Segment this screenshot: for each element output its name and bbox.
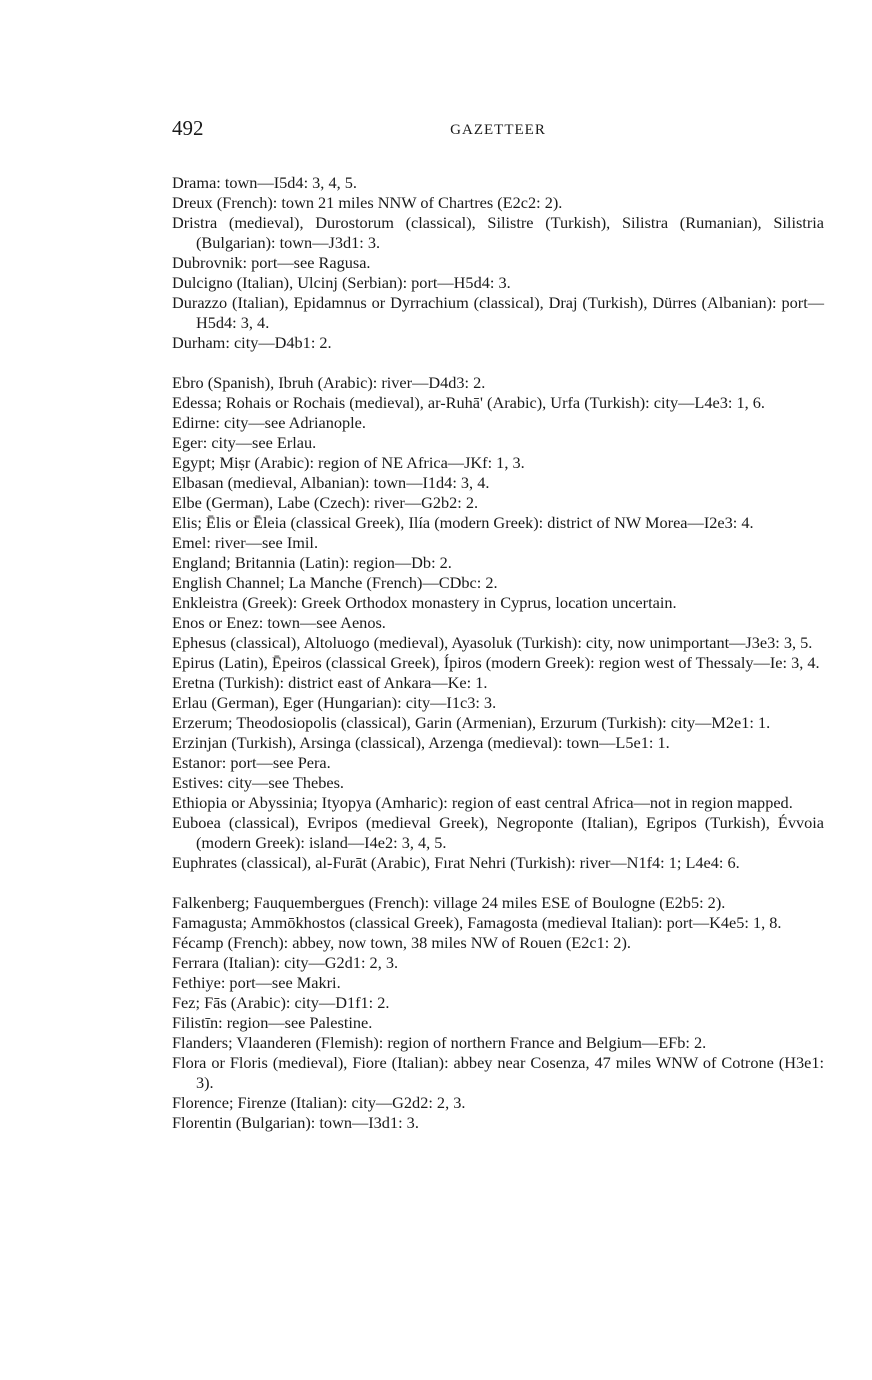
entry-durazzo: Durazzo (Italian), Epidamnus or Dyrrachium (classical), Draj (Turkish), Dürres (Albanian): port—H5d4: 3, 4. <box>172 293 824 332</box>
entry-emel: Emel: river—see Imil. <box>172 533 319 552</box>
entry-fez: Fez; Fās (Arabic): city—D1f1: 2. <box>172 993 390 1012</box>
section-d <box>172 173 824 353</box>
entry-drama: Drama: town—I5d4: 3, 4, 5. <box>172 173 357 192</box>
page-number: 492 <box>172 116 204 140</box>
entry-famagusta: Famagusta; Ammōkhostos (classical Greek), Famagosta (medieval Italian): port—K4e5: 1, 8. <box>172 913 782 932</box>
page-header <box>172 116 824 146</box>
gazetteer-entries <box>172 173 824 1133</box>
entry-flora: Flora or Floris (medieval), Fiore (Italian): abbey near Cosenza, 47 miles WNW of Cotrone (H3e1: 3). <box>172 1053 824 1092</box>
entry-elbe: Elbe (German), Labe (Czech): river—G2b2: 2. <box>172 493 479 512</box>
entry-ephesus: Ephesus (classical), Altoluogo (medieval), Ayasoluk (Turkish): city, now unimportant—J3e3: 3, 5. <box>172 633 813 652</box>
entry-england: England; Britannia (Latin): region—Db: 2. <box>172 553 452 572</box>
entry-filistin: Filistīn: region—see Palestine. <box>172 1013 373 1032</box>
entry-flanders: Flanders; Vlaanderen (Flemish): region of northern France and Belgium—EFb: 2. <box>172 1033 707 1052</box>
entry-dreux: Dreux (French): town 21 miles NNW of Chartres (E2c2: 2). <box>172 193 563 212</box>
entry-egypt: Egypt; Miṣr (Arabic): region of NE Africa—JKf: 1, 3. <box>172 453 525 472</box>
entry-erzinjan: Erzinjan (Turkish), Arsinga (classical), Arzenga (medieval): town—L5e1: 1. <box>172 733 670 752</box>
entry-estanor: Estanor: port—see Pera. <box>172 753 331 772</box>
section-f <box>172 893 824 1133</box>
entry-elbasan: Elbasan (medieval, Albanian): town—I1d4: 3, 4. <box>172 473 490 492</box>
entry-euphrates: Euphrates (classical), al-Furāt (Arabic), Fırat Nehri (Turkish): river—N1f4: 1; L4e4: 6. <box>172 853 740 872</box>
entry-edirne: Edirne: city—see Adrianople. <box>172 413 366 432</box>
entry-eger: Eger: city—see Erlau. <box>172 433 317 452</box>
entry-epirus: Epirus (Latin), Ēpeiros (classical Greek), Ípiros (modern Greek): region west of Thessaly—Ie: 3, 4. <box>172 653 820 672</box>
entry-euboea: Euboea (classical), Evripos (medieval Greek), Negroponte (Italian), Egripos (Turkish), Évvoia (modern Greek): island—I4e2: 3, 4, 5. <box>172 813 824 852</box>
entry-florentin: Florentin (Bulgarian): town—I3d1: 3. <box>172 1113 419 1132</box>
entry-elis: Elis; Ēlis or Ēleia (classical Greek), Ilía (modern Greek): district of NW Morea—I2e3: 4. <box>172 513 754 532</box>
section-e <box>172 373 824 873</box>
entry-ethiopia: Ethiopia or Abyssinia; Ityopya (Amharic): region of east central Africa—not in region mapped. <box>172 793 793 812</box>
entry-dulcigno: Dulcigno (Italian), Ulcinj (Serbian): port—H5d4: 3. <box>172 273 511 292</box>
entry-enos: Enos or Enez: town—see Aenos. <box>172 613 386 632</box>
entry-dubrovnik: Dubrovnik: port—see Ragusa. <box>172 253 371 272</box>
entry-florence: Florence; Firenze (Italian): city—G2d2: 2, 3. <box>172 1093 466 1112</box>
entry-english-channel: English Channel; La Manche (French)—CDbc: 2. <box>172 573 498 592</box>
entry-edessa: Edessa; Rohais or Rochais (medieval), ar-Ruhā' (Arabic), Urfa (Turkish): city—L4e3: 1, 6. <box>172 393 765 412</box>
entry-durham: Durham: city—D4b1: 2. <box>172 333 332 352</box>
entry-fethiye: Fethiye: port—see Makri. <box>172 973 341 992</box>
entry-enkleistra: Enkleistra (Greek): Greek Orthodox monastery in Cyprus, location uncertain. <box>172 593 677 612</box>
entry-ferrara: Ferrara (Italian): city—G2d1: 2, 3. <box>172 953 399 972</box>
running-title: GAZETTEER <box>450 122 546 138</box>
entry-falkenberg: Falkenberg; Fauquembergues (French): village 24 miles ESE of Boulogne (E2b5: 2). <box>172 893 726 912</box>
entry-estives: Estives: city—see Thebes. <box>172 773 344 792</box>
entry-fecamp: Fécamp (French): abbey, now town, 38 miles NW of Rouen (E2c1: 2). <box>172 933 631 952</box>
entry-erlau: Erlau (German), Eger (Hungarian): city—I1c3: 3. <box>172 693 497 712</box>
entry-ebro: Ebro (Spanish), Ibruh (Arabic): river—D4d3: 2. <box>172 373 486 392</box>
entry-erzerum: Erzerum; Theodosiopolis (classical), Garin (Armenian), Erzurum (Turkish): city—M2e1: 1. <box>172 713 771 732</box>
entry-eretna: Eretna (Turkish): district east of Ankara—Ke: 1. <box>172 673 488 692</box>
entry-dristra: Dristra (medieval), Durostorum (classical), Silistre (Turkish), Silistra (Rumanian), Silistria (Bulgarian): town—J3d1: 3. <box>172 213 824 252</box>
